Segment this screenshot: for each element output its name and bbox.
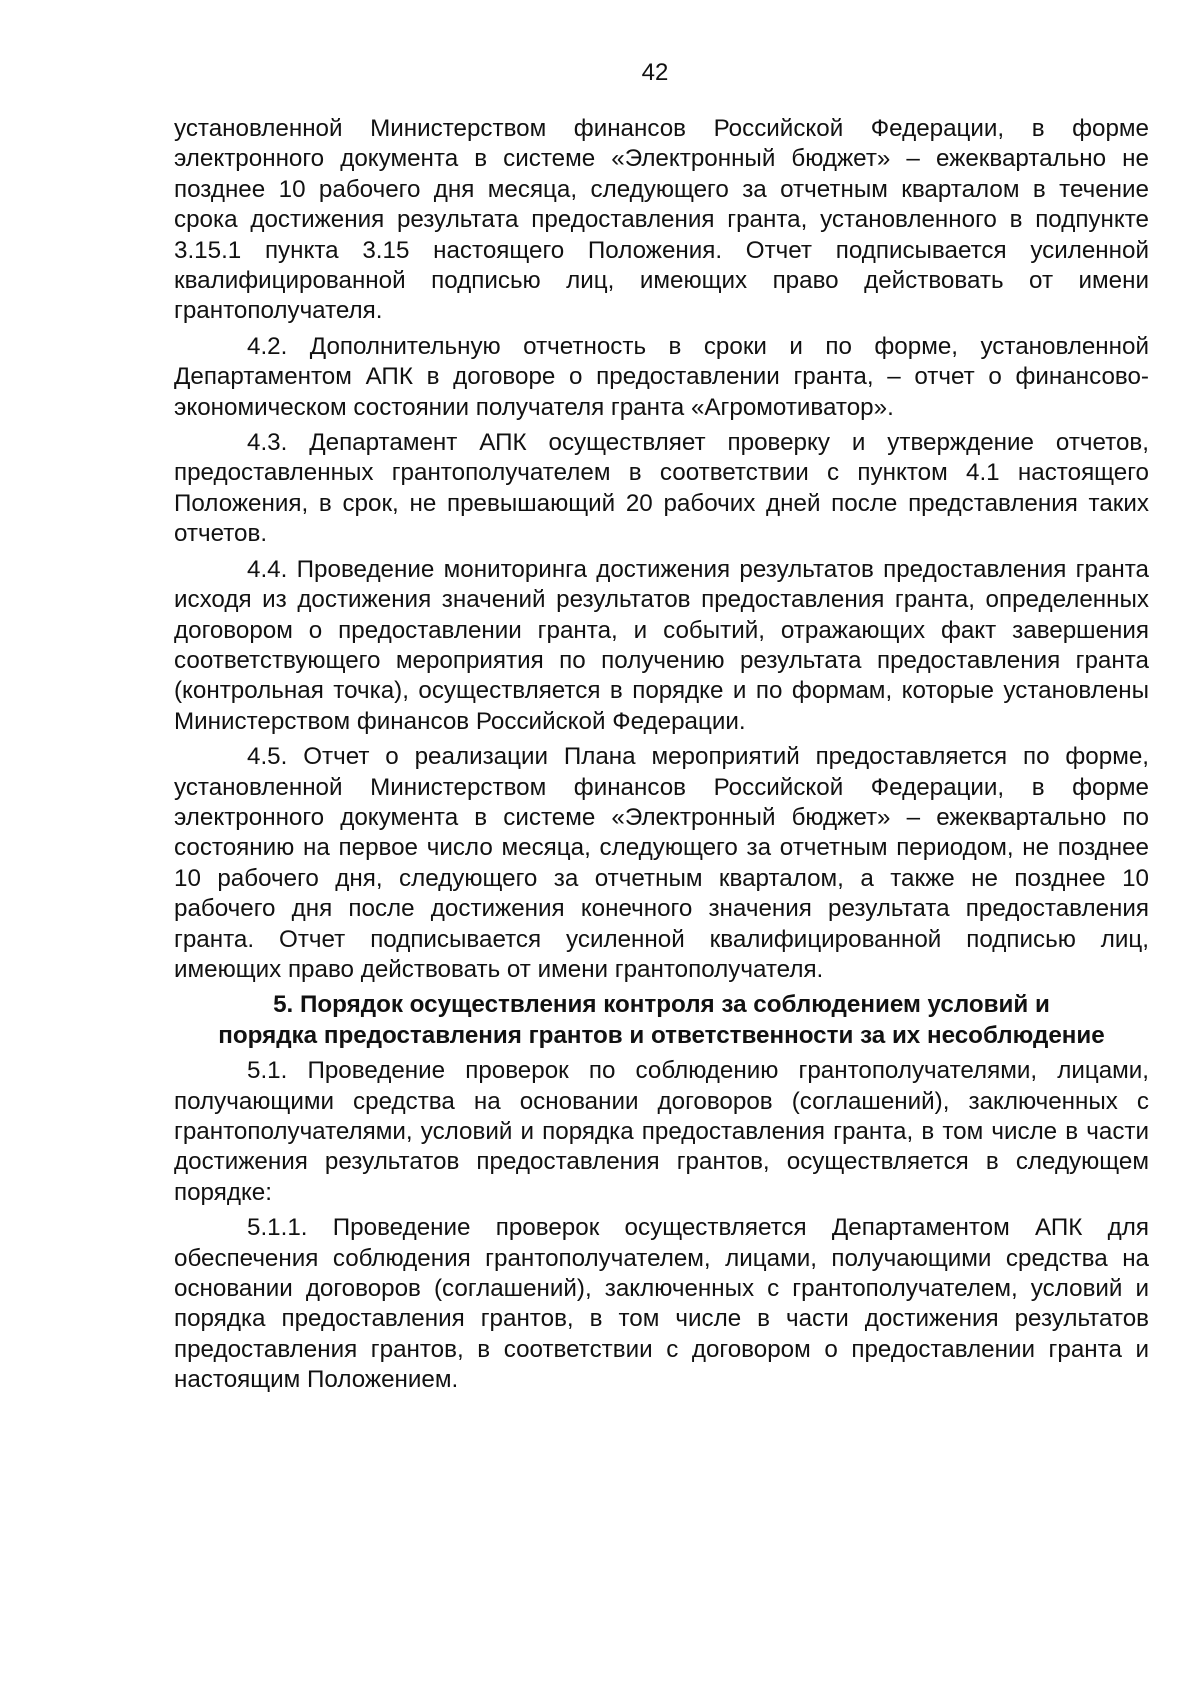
section-heading-line-1: 5. Порядок осуществления контроля за соблюдением условий и: [273, 991, 1050, 1019]
paragraph-4-2: 4.2. Дополнительную отчетность в сроки и по форме, установленной Департаментом АПК в договоре о предоставлении гранта, – отчет о финансово-экономическом состоянии получателя гранта «Агромотиватор».: [174, 332, 1149, 421]
paragraph-5-1: 5.1. Проведение проверок по соблюдению грантополучателями, лицами, получающими средства на основании договоров (соглашений), заключенных с грантополучателями, условий и порядка предоставления гранта, в том числе в части достижения результатов предоставления грантов, осуществляется в следующем порядке:: [174, 1057, 1149, 1206]
section-heading: [174, 990, 1149, 1051]
document-body: [174, 114, 1149, 1401]
page-number: 42: [641, 59, 669, 86]
paragraph-4-5: 4.5. Отчет о реализации Плана мероприятий предоставляется по форме, установленной Министерством финансов Российской Федерации, в форме электронного документа в системе «Электронный бюджет» – ежеквартально по состоянию на первое число месяца, следующего за отчетным периодом, не позднее 10 рабочего дня, следующего за отчетным кварталом, а также не позднее 10 рабочего дня после достижения конечного значения результата предоставления гранта. Отчет подписывается усиленной квалифицированной подписью лиц, имеющих право действовать от имени грантополучателя.: [174, 743, 1149, 983]
paragraph-5-1-1: 5.1.1. Проведение проверок осуществляется Департаментом АПК для обеспечения соблюдения грантополучателем, лицами, получающими средства на основании договоров (соглашений), заключенных с грантополучателем, условий и порядка предоставления грантов, в том числе в части достижения результатов предоставления грантов, в соответствии с договором о предоставлении гранта и настоящим Положением.: [174, 1214, 1149, 1394]
paragraph-4-4: 4.4. Проведение мониторинга достижения результатов предоставления гранта исходя из достижения значений результатов предоставления гранта, определенных договором о предоставлении гранта, и событий, отражающих факт завершения соответствующего мероприятия по получению результата предоставления гранта (контрольная точка), осуществляется в порядке и по формам, которые установлены Министерством финансов Российской Федерации.: [174, 555, 1149, 735]
paragraph-4-3: 4.3. Департамент АПК осуществляет проверку и утверждение отчетов, предоставленных грантополучателем в соответствии с пунктом 4.1 настоящего Положения, в срок, не превышающий 20 рабочих дней после представления таких отчетов.: [174, 429, 1149, 548]
paragraph-continuation: установленной Министерством финансов Российской Федерации, в форме электронного документа в системе «Электронный бюджет» – ежеквартально не позднее 10 рабочего дня месяца, следующего за отчетным кварталом в течение срока достижения результата предоставления гранта, установленного в подпункте 3.15.1 пункта 3.15 настоящего Положения. Отчет подписывается усиленной квалифицированной подписью лиц, имеющих право действовать от имени грантополучателя.: [174, 115, 1149, 325]
section-heading-line-2: порядка предоставления грантов и ответственности за их несоблюдение: [218, 1021, 1105, 1049]
